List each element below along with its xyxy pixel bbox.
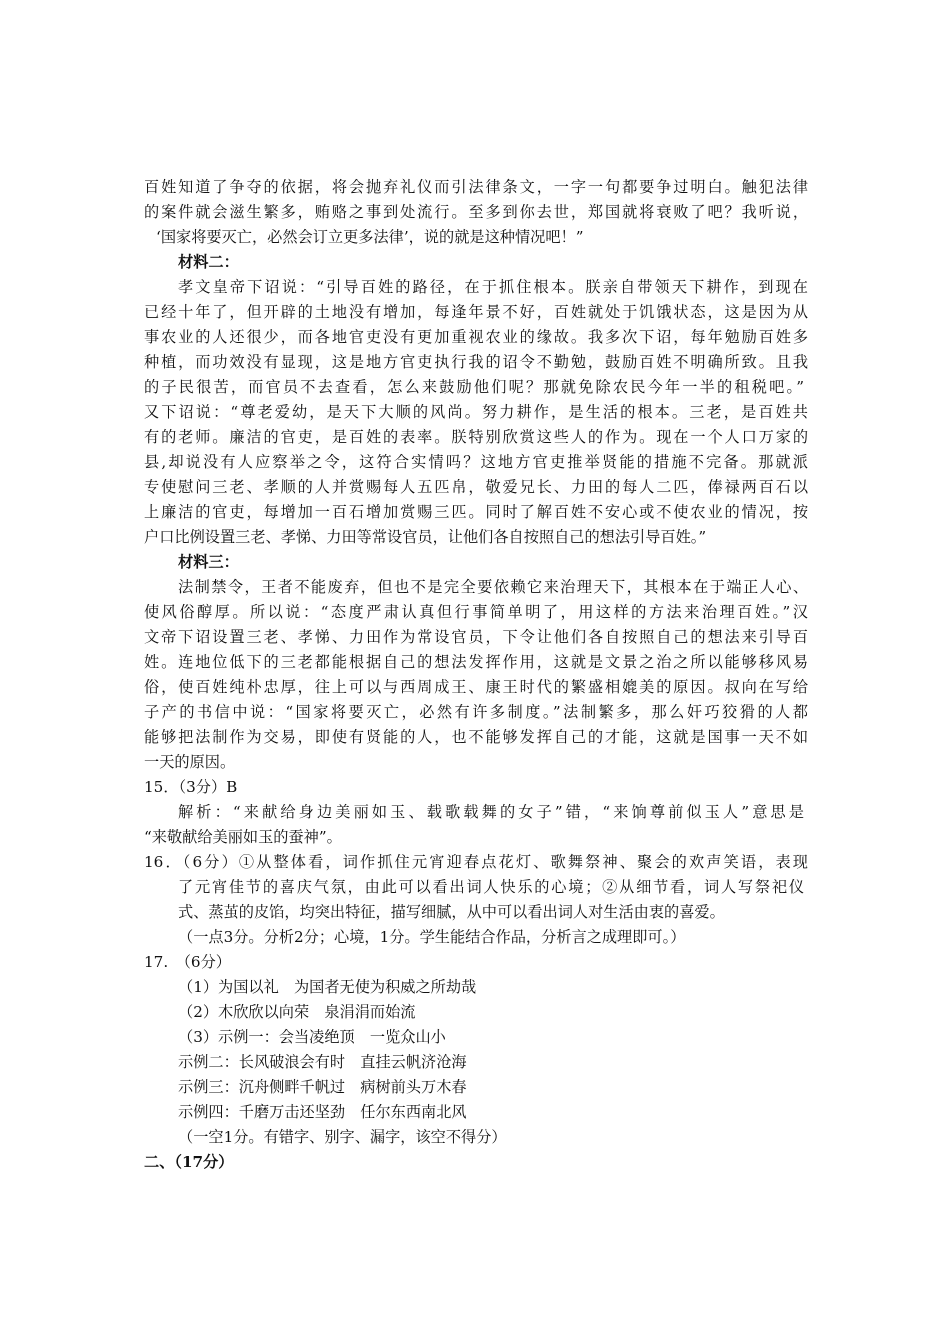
text-line: 能够把法制作为交易，即使有贤能的人，也不能够发挥自己的才能，这就是国事一天不如 xyxy=(144,728,808,746)
text-line: 一天的原因。 xyxy=(144,753,236,771)
text-line: 俗，使百姓纯朴忠厚，往上可以与西周成王、康王时代的繁盛相媲美的原因。叔向在写给 xyxy=(144,678,808,696)
text-line: 县,却说没有人应察举之令，这符合实情吗？这地方官吏推举贤能的措施不完备。那就派 xyxy=(144,453,808,471)
text-line: 百姓知道了争夺的依据，将会抛弃礼仪而引法律条文，一字一句都要争过明白。触犯法律 xyxy=(144,178,808,196)
text-line: 户口比例设置三老、孝悌、力田等常设官员，让他们各自按照自己的想法引导百姓。” xyxy=(144,528,707,546)
text-line: （一点3分。分析2分；心境，1分。学生能结合作品，分析言之成理即可。） xyxy=(178,928,686,946)
text-line: 又下诏说：“尊老爱幼，是天下大顺的风尚。努力耕作，是生活的根本。三老，是百姓共 xyxy=(144,403,808,421)
text-line: （1）为国以礼 为国者无使为积威之所劫哉 xyxy=(178,978,477,996)
text-line: 使风俗醇厚。所以说：“态度严肃认真但行事简单明了，用这样的方法来治理百姓。”汉 xyxy=(144,603,808,621)
text-line: 法制禁令，王者不能废弃，但也不是完全要依赖它来治理天下，其根本在于端正人心、 xyxy=(178,578,808,596)
text-line: 有的老师。廉洁的官吏，是百姓的表率。朕特别欣赏这些人的作为。现在一个人口万家的 xyxy=(144,428,808,446)
text-line: （2）木欣欣以向荣 泉涓涓而始流 xyxy=(178,1003,416,1021)
text-line: 文帝下诏设置三老、孝悌、力田作为常设官员，下令让他们各自按照自己的想法来引导百 xyxy=(144,628,808,646)
text-line: 种植，而功效没有显现，这是地方官吏执行我的诏令不勤勉，鼓励百姓不明确所致。且我 xyxy=(144,353,808,371)
section-heading: 二、（17分） xyxy=(144,1153,234,1171)
text-line: 的案件就会滋生繁多，贿赂之事到处流行。至多到你去世，郑国就将衰败了吧？我听说， xyxy=(144,203,808,221)
section-heading: 材料三： xyxy=(178,553,239,571)
text-line: 已经十年了，但开辟的土地没有增加，每逢年景不好，百姓就处于饥饿状态，这是因为从 xyxy=(144,303,808,321)
text-line: 姓。连地位低下的三老都能根据自己的想法发挥作用，这就是文景之治之所以能够移风易 xyxy=(144,653,808,671)
text-line: 上廉洁的官吏，每增加一百石增加赏赐三匹。同时了解百姓不安心或不使农业的情况，按 xyxy=(144,503,808,521)
text-line: ‘国家将要灭亡，必然会订立更多法律’，说的就是这种情况吧！” xyxy=(156,228,584,246)
text-line: 示例四：千磨万击还坚劲 任尔东西南北风 xyxy=(178,1103,467,1121)
answer-17: 17. （6分） xyxy=(144,953,231,971)
text-line: （3）示例一：会当凌绝顶 一览众山小 xyxy=(178,1028,446,1046)
answer-15: 15．（3分）B xyxy=(144,778,238,796)
text-line: 的子民很苦，而官员不去查看，怎么来鼓励他们呢？那就免除农民今年一半的租税吧。” xyxy=(144,378,804,396)
text-line: “来敬献给美丽如玉的蚕神”。 xyxy=(144,828,342,846)
text-line: 示例三：沉舟侧畔千帆过 病树前头万木春 xyxy=(178,1078,467,1096)
text-line: 子产的书信中说：“国家将要灭亡，必然有许多制度。”法制繁多，那么奸巧狡猾的人都 xyxy=(144,703,808,721)
text-line: （一空1分。有错字、别字、漏字，该空不得分） xyxy=(178,1128,507,1146)
answer-16: 16．（6分）①从整体看，词作抓住元宵迎春点花灯、歌舞祭神、聚会的欢声笑语，表现 xyxy=(144,853,808,871)
text-line: 式、蒸茧的皮馅，均突出特征，描写细腻，从中可以看出词人对生活由衷的喜爱。 xyxy=(178,903,725,921)
text-line: 了元宵佳节的喜庆气氛，由此可以看出词人快乐的心境；②从细节看，词人写祭祀仪 xyxy=(178,878,804,896)
text-line: 示例二：长风破浪会有时 直挂云帆济沧海 xyxy=(178,1053,467,1071)
text-line: 专使慰问三老、孝顺的人并赏赐每人五匹帛，敬爱兄长、力田的每人二匹，俸禄两百石以 xyxy=(144,478,808,496)
text-line: 孝文皇帝下诏说：“引导百姓的路径，在于抓住根本。朕亲自带领天下耕作，到现在 xyxy=(178,278,808,296)
text-line: 解析：“来献给身边美丽如玉、载歌载舞的女子”错，“来饷尊前似玉人”意思是 xyxy=(178,803,804,821)
section-heading: 材料二： xyxy=(178,253,239,271)
text-line: 事农业的人还很少，而各地官吏没有更加重视农业的缘故。我多次下诏，每年勉励百姓多 xyxy=(144,328,808,346)
